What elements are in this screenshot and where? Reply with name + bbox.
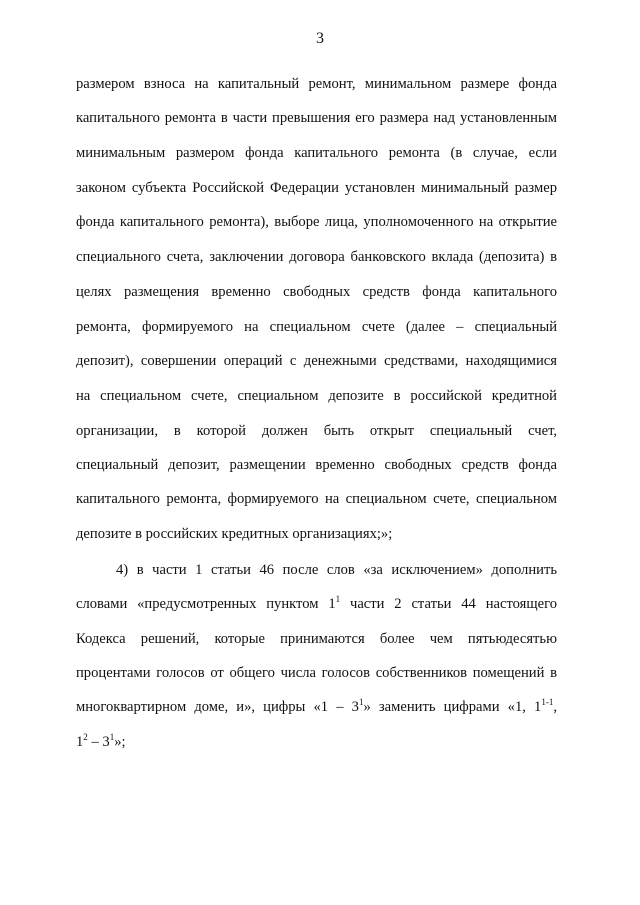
text-line [76, 734, 557, 751]
text-line: законом субъекта Российской Федерации установлен минимальный размер [76, 180, 557, 196]
text-line: минимальным размером фонда капитального ремонта (в случае, если [76, 145, 557, 161]
text-line: размером взноса на капитальный ремонт, минимальном размере фонда [76, 76, 557, 92]
text-line: организации, в которой должен быть открыт специальный счет, [76, 423, 557, 439]
text-line: капитального ремонта в части превышения его размера над установленным [76, 110, 557, 126]
text-line: фонда капитального ремонта), выборе лица, уполномоченного на открытие [76, 214, 557, 230]
text-line [76, 596, 557, 613]
text-line: Кодекса решений, которые принимаются более чем пятьюдесятью [76, 631, 557, 647]
superscript: 1-1 [541, 697, 554, 707]
text-line: на специальном счете, специальном депозите в российской кредитной [76, 388, 557, 404]
text-fragment: 1 [76, 734, 84, 750]
text-line: ремонта, формируемого на специальном счете (далее – специальный [76, 319, 557, 335]
superscript: 1 [109, 732, 115, 742]
text-fragment: – 3 [87, 734, 110, 750]
text-fragment: многоквартирном доме, и», цифры «1 – 3 [76, 699, 359, 715]
text-line: капитального ремонта, формируемого на специальном счете, специальном [76, 491, 557, 507]
superscript: 1 [335, 594, 341, 604]
text-line: 4) в части 1 статьи 46 после слов «за исключением» дополнить [116, 562, 557, 578]
text-line: процентами голосов от общего числа голосов собственников помещений в [76, 665, 557, 681]
superscript: 2 [83, 732, 88, 742]
text-line [76, 699, 557, 716]
text-line: специальный депозит, размещении временно свободных средств фонда [76, 457, 557, 473]
page-number: 3 [316, 30, 324, 47]
superscript: 1 [358, 697, 364, 707]
text-fragment: » заменить цифрами «1, 1 [363, 699, 542, 715]
text-fragment: словами «предусмотренных пунктом 1 [76, 596, 336, 612]
text-line: специального счета, заключении договора банковского вклада (депозита) в [76, 249, 557, 265]
text-fragment: , [553, 699, 558, 715]
text-fragment: »; [114, 734, 126, 750]
text-line: депозит), совершении операций с денежными средствами, находящимися [76, 353, 557, 369]
text-line: депозите в российских кредитных организациях;»; [76, 526, 393, 542]
text-fragment: части 2 статьи 44 настоящего [340, 596, 558, 612]
text-line: целях размещения временно свободных средств фонда капитального [76, 284, 557, 300]
